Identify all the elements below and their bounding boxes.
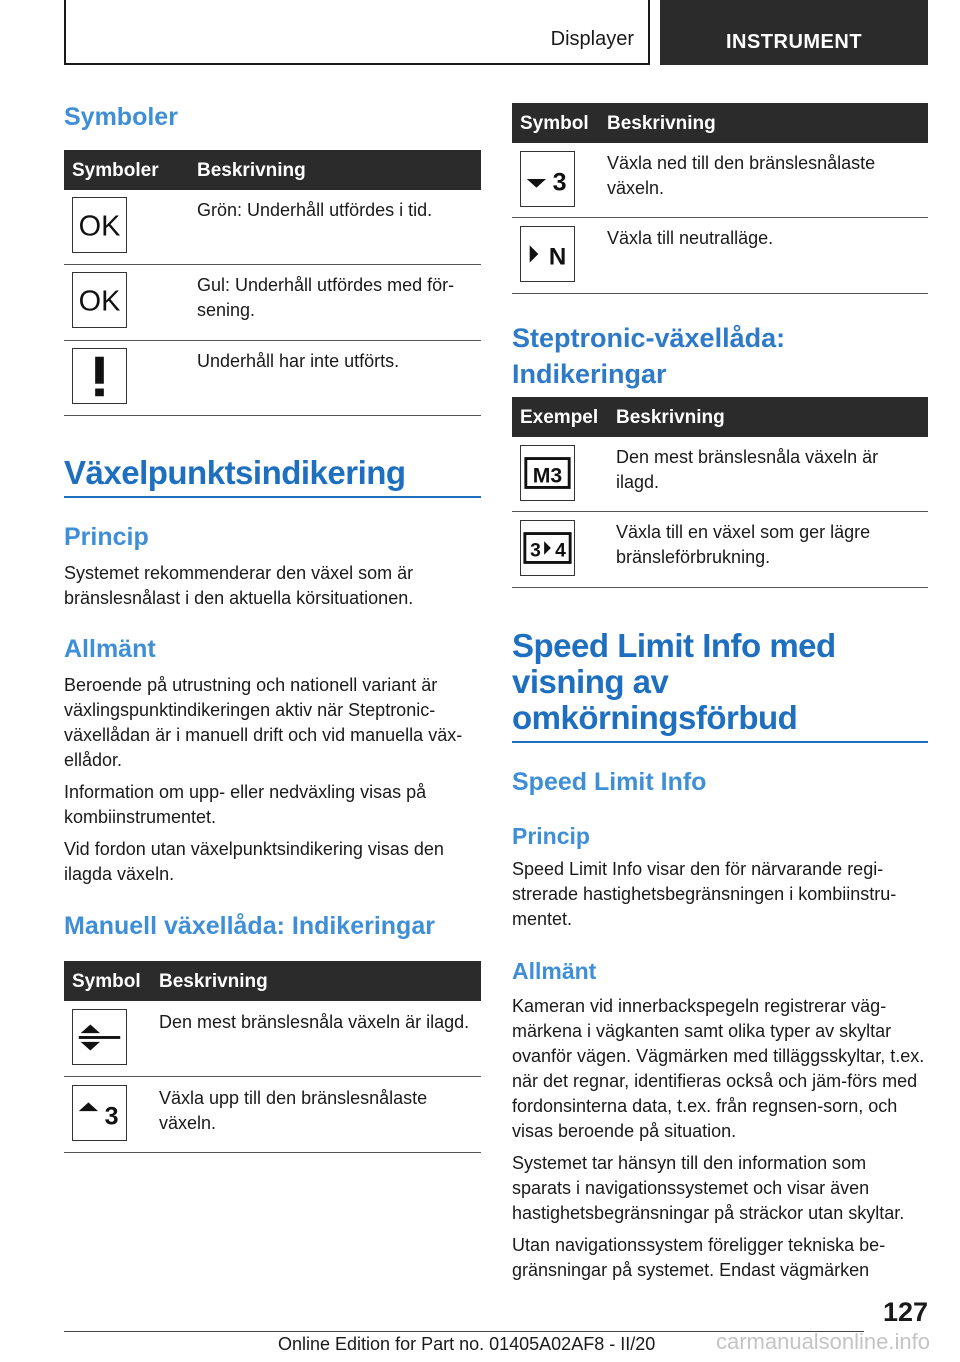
- paragraph: Kameran vid innerbackspegeln registrerar väg-märkena i vägkanten samt olika typer av skyltar ovanför vägen. Vägmärken med tilläggsskyltar, t.ex. när det regnar, identifieras också och jäm-förs med fordonsinterna data, t.ex. från regnsen-sorn, och visas beroende på situation.: [512, 996, 925, 1141]
- row-description: Den mest bränslesnåla växeln är ilagd.: [159, 1012, 470, 1032]
- steptronic-heading: Steptronic-växellåda: Indikeringar: [512, 323, 786, 389]
- shift-table: [512, 103, 928, 294]
- exclamation-icon: [72, 348, 127, 404]
- heading-rule: [512, 741, 928, 743]
- column-header: Beskrivning: [159, 971, 268, 992]
- paragraph: Information om upp- eller nedväxling visas på kombiinstrumentet.: [64, 782, 427, 827]
- row-description: Växla upp till den bränslesnålaste växeln.: [159, 1088, 428, 1133]
- row-description: Växla till en växel som ger lägre bränsleförbrukning.: [616, 522, 871, 567]
- row-description: Den mest bränslesnåla växeln är ilagd.: [616, 447, 879, 492]
- vaxelpunkt-heading: Växelpunktsindikering: [64, 454, 406, 491]
- speed-limit-subheading: Speed Limit Info: [512, 768, 707, 796]
- princip-heading: Princip: [64, 523, 149, 551]
- row-description: Växla till neutralläge.: [607, 228, 774, 248]
- paragraph: Systemet tar hänsyn till den information som sparats i navigationssystemet och visar även hastighetsbegränsningar på sträckor utan skyltar.: [512, 1153, 905, 1223]
- svg-text:N: N: [548, 243, 567, 271]
- row-description: Gul: Underhåll utfördes med för-sening.: [197, 275, 455, 320]
- shift-down-3-icon: [520, 151, 575, 207]
- paragraph: Vid fordon utan växelpunktsindikering visas den ilagda växeln.: [64, 839, 444, 884]
- page-header: [64, 0, 928, 65]
- table-row: [512, 218, 928, 294]
- section-title: Displayer: [550, 28, 634, 50]
- steptronic-table: [512, 397, 928, 588]
- table-header: [512, 397, 928, 437]
- paragraph: Beroende på utrustning och nationell variant är växlingspunktindikeringen aktiv när Steptronic-växellådan är i manuell drift och vid manuella väx-ellådor.: [64, 675, 463, 770]
- table-row: [64, 1001, 481, 1077]
- speed-limit-heading: Speed Limit Info med visning av omkörningsförbud: [512, 627, 836, 736]
- paragraph: Speed Limit Info visar den för närvarande regi-strerade hastighetsbegränsningen i kombiinstru-mentet.: [512, 859, 897, 929]
- gear-updown-icon: [72, 1009, 127, 1065]
- page-number: 127: [882, 1297, 928, 1327]
- table-row: [64, 265, 481, 341]
- column-header: Symbol: [520, 113, 589, 134]
- svg-text:M3: M3: [532, 464, 563, 488]
- table-row: [64, 1077, 481, 1153]
- m3-icon: [520, 445, 575, 501]
- table-row: [512, 143, 928, 218]
- paragraph: Utan navigationssystem föreligger tekniska be-gränsningar på systemet. Endast vägmärken: [512, 1235, 886, 1280]
- row-description: Underhåll har inte utförts.: [197, 351, 400, 371]
- allmant-heading: Allmänt: [512, 958, 597, 984]
- row-description: Grön: Underhåll utfördes i tid.: [197, 200, 433, 220]
- svg-text:3: 3: [530, 540, 541, 562]
- symboler-table: [64, 150, 481, 416]
- svg-text:OK: OK: [78, 285, 121, 318]
- manuell-table: [64, 961, 481, 1153]
- column-header: Symboler: [72, 160, 159, 181]
- manuell-heading: Manuell växellåda: Indikeringar: [64, 912, 435, 940]
- column-header: Beskrivning: [607, 113, 716, 134]
- paragraph: Systemet rekommenderar den växel som är bränslesnålast i den aktuella körsituationen.: [64, 563, 414, 608]
- heading-rule: [64, 496, 481, 498]
- section-tab: [64, 0, 650, 65]
- column-header: Beskrivning: [197, 160, 306, 181]
- svg-text:4: 4: [555, 540, 566, 562]
- table-row: [64, 190, 481, 265]
- symboler-heading: Symboler: [64, 103, 178, 131]
- table-header: [512, 103, 928, 143]
- column-header: Beskrivning: [616, 407, 725, 428]
- princip-heading: Princip: [512, 823, 590, 849]
- table-row: [512, 437, 928, 512]
- chapter-title: INSTRUMENT: [660, 0, 928, 65]
- allmant-heading: Allmänt: [64, 635, 156, 663]
- ok-icon: [72, 197, 127, 253]
- table-header: [64, 961, 481, 1001]
- svg-text:OK: OK: [78, 210, 121, 243]
- table-row: [512, 512, 928, 588]
- table-row: [64, 341, 481, 416]
- edition-note: Online Edition for Part no. 01405A02AF8 - II/20: [278, 1334, 656, 1354]
- table-header: [64, 150, 481, 190]
- column-header: Symbol: [72, 971, 141, 992]
- watermark: carmanualsonline.info: [715, 1329, 930, 1354]
- row-description: Växla ned till den bränslesnålaste växeln.: [607, 153, 876, 198]
- svg-text:3: 3: [552, 168, 567, 197]
- ok-icon: [72, 272, 127, 328]
- neutral-n-icon: [520, 226, 575, 282]
- svg-text:3: 3: [104, 1102, 119, 1131]
- column-header: Exempel: [520, 407, 599, 428]
- shift-up-3-icon: [72, 1085, 127, 1141]
- shift-3-to-4-icon: [520, 520, 575, 576]
